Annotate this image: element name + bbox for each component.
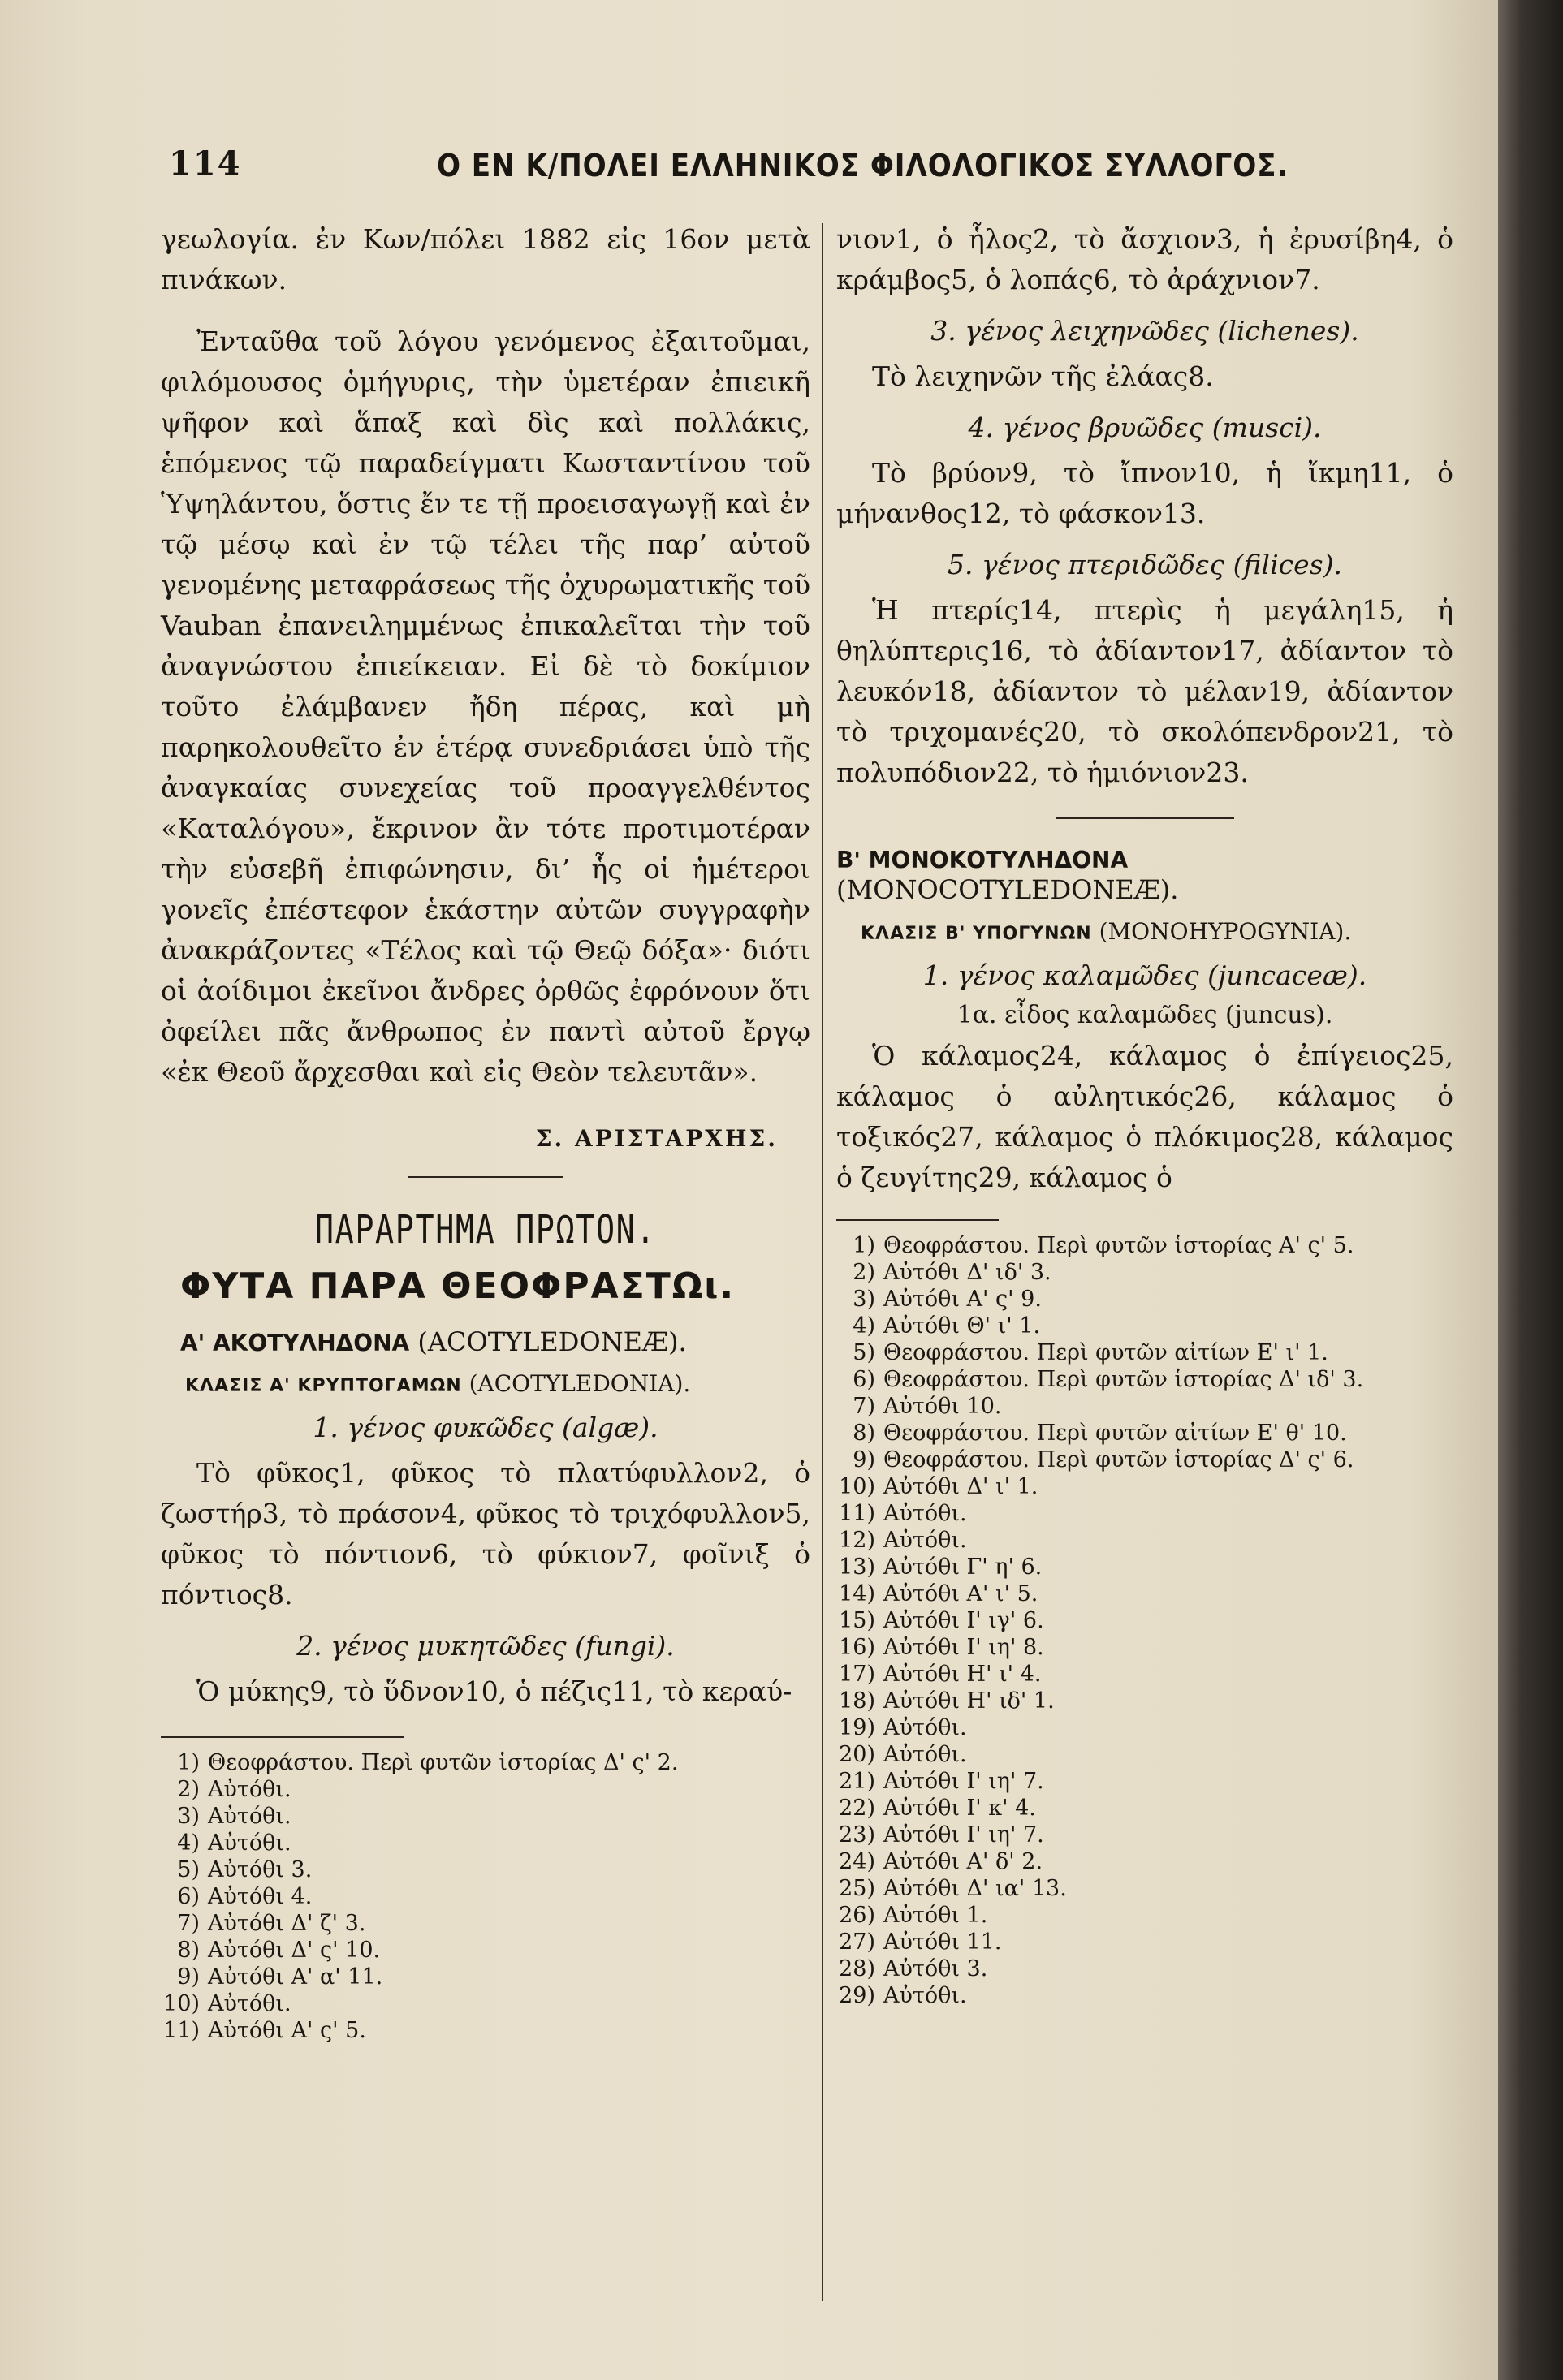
footnote-text: Αὐτόθι Δ' ιδ' 3.: [883, 1260, 1051, 1285]
footnote-text: Αὐτόθι.: [883, 1528, 967, 1553]
footnote-text: Αὐτόθι 11.: [883, 1929, 1002, 1955]
genus-text-juncaceae: Ὁ κάλαμος24, κάλαμος ὁ ἐπίγειος25, κάλαμος ὁ αὐλητικός26, κάλαμος ὁ τοξικός27, κάλαμος ὁ πλόκιμος28, κάλαμος ὁ ζευγίτης29, κάλαμος ὁ: [836, 1040, 1453, 1193]
division-heading-a: [180, 1326, 810, 1357]
footnote: [836, 1634, 1453, 1661]
footnote: [836, 1929, 1453, 1955]
footnote-number: 8): [853, 1421, 875, 1446]
right-column: [836, 219, 1453, 2009]
footnote: [836, 1554, 1453, 1580]
footnote: [161, 1937, 810, 1964]
footnote-text: Αὐτόθι Α' δ' 2.: [883, 1849, 1043, 1874]
class-heading-b-bold: ΚΛΑΣΙΣ Β' ΥΠΟΓΥΝΩΝ: [861, 924, 1092, 944]
footnote: [836, 1795, 1453, 1822]
footnote: [836, 1259, 1453, 1286]
footnote-text: Αὐτόθι.: [883, 1983, 967, 2008]
division-heading-b-bold: Β' ΜΟΝΟΚΟΤΥΛΗΔΟΝΑ: [836, 847, 1129, 873]
footnote-text: Αὐτόθι.: [883, 1742, 967, 1767]
footnote: [161, 1749, 810, 1776]
footnote-text: Αὐτόθι Ι' ιγ' 6.: [883, 1608, 1044, 1633]
footnote: [836, 1366, 1453, 1393]
footnote-number: 14): [839, 1581, 875, 1606]
footnote-number: 24): [839, 1849, 875, 1874]
footnote-text: Αὐτόθι.: [883, 1501, 967, 1526]
species-heading-juncus: 1α. εἶδος καλαμῶδες (juncus).: [956, 1001, 1333, 1029]
footnote-text: Αὐτόθι Η' ιδ' 1.: [883, 1688, 1055, 1714]
footnote-number: 9): [853, 1447, 875, 1472]
footnote-number: 13): [839, 1554, 875, 1580]
footnote-text: Θεοφράστου. Περὶ φυτῶν αἰτίων Ε' ι' 1.: [883, 1340, 1328, 1365]
footnote-text: Αὐτόθι Ι' ιη' 7.: [883, 1769, 1044, 1794]
footnote-number: 12): [839, 1528, 875, 1553]
footnote: [161, 1990, 810, 2017]
footnote: [836, 1286, 1453, 1313]
left-footnotes: [161, 1749, 810, 2044]
paragraph-geology: γεωλογία. ἐν Κων/πόλει 1882 εἰς 16ον μετὰ πινάκων.: [161, 223, 810, 295]
footnote: [836, 1822, 1453, 1848]
footnote: [836, 1982, 1453, 2009]
footnote-number: 3): [177, 1804, 200, 1829]
book-spine: [1498, 0, 1563, 2380]
footnote-number: 3): [853, 1287, 875, 1312]
footnote-text: Αὐτόθι Α' ς' 9.: [883, 1287, 1042, 1312]
footnote-text: Αὐτόθι 4.: [208, 1884, 313, 1909]
footnote-rule: [161, 1736, 404, 1738]
footnote-text: Θεοφράστου. Περὶ φυτῶν ἱστορίας Δ' ς' 2.: [208, 1750, 679, 1775]
footnote-number: 15): [839, 1608, 875, 1633]
footnote-text: Αὐτόθι 3.: [883, 1956, 988, 1981]
genus-text-filices: Ἡ πτερίς14, πτερὶς ἡ μεγάλη15, ἡ θηλύπτερις16, τὸ ἀδίαντον17, ἀδίαντον τὸ λευκόν18, ἀδίαντον τὸ μέλαν19, ἀδίαντον τὸ τριχομανές20, τὸ σκολόπενδρον21, τὸ πολυπόδιον22, τὸ ἡμιόνιον23.: [836, 594, 1453, 788]
footnote: [836, 1607, 1453, 1634]
footnote: [161, 2017, 810, 2044]
footnote: [836, 1339, 1453, 1366]
footnote-number: 4): [853, 1313, 875, 1339]
genus-heading-lichenes: 3. γένος λειχηνῶδες (lichenes).: [930, 315, 1359, 347]
footnote: [836, 1848, 1453, 1875]
footnote: [836, 1688, 1453, 1714]
column-divider: [822, 223, 823, 2301]
genus-text-fungi: Ὁ μύκης9, τὸ ὕδνον10, ὁ πέζις11, τὸ κεραύ-: [196, 1675, 792, 1707]
footnote-text: Αὐτόθι Δ' ια' 13.: [883, 1876, 1067, 1901]
footnote-text: Αὐτόθι Ι' ιη' 7.: [883, 1822, 1044, 1848]
genus-heading-filices: 5. γένος πτεριδῶδες (filices).: [948, 549, 1342, 580]
footnote: [161, 1883, 810, 1910]
footnote-text: Θεοφράστου. Περὶ φυτῶν ἱστορίας Δ' ς' 6.: [883, 1447, 1354, 1472]
footnote: [836, 1473, 1453, 1500]
footnote: [836, 1447, 1453, 1473]
footnote: [836, 1714, 1453, 1741]
footnote-number: 10): [839, 1474, 875, 1499]
footnote-text: Αὐτόθι Α' α' 11.: [208, 1964, 383, 1990]
footnote-number: 5): [853, 1340, 875, 1365]
genus-text-musci: Τὸ βρύον9, τὸ ἴπνον10, ἡ ἴκμη11, ὁ μήνανθος12, τὸ φάσκον13.: [836, 457, 1453, 529]
footnote-number: 10): [163, 1991, 200, 2016]
footnote: [161, 1910, 810, 1937]
footnote-number: 16): [839, 1635, 875, 1660]
footnote-number: 29): [839, 1983, 875, 2008]
genus-heading-fungi: 2. γένος μυκητῶδες (fungi).: [296, 1630, 675, 1662]
footnote: [836, 1902, 1453, 1929]
footnote-number: 6): [853, 1367, 875, 1392]
right-footnotes: [836, 1232, 1453, 2009]
genus-heading-musci: 4. γένος βρυῶδες (musci).: [968, 412, 1322, 443]
footnote: [836, 1500, 1453, 1527]
footnote: [836, 1420, 1453, 1447]
footnote-number: 4): [177, 1830, 200, 1856]
footnote-text: Αὐτόθι 3.: [208, 1857, 313, 1882]
footnote-number: 7): [177, 1911, 200, 1936]
footnote: [836, 1232, 1453, 1259]
continued-text: νιον1, ὁ ἧλος2, τὸ ἄσχιον3, ἡ ἐρυσίβη4, ὁ κράμβος5, ὁ λοπάς6, τὸ ἀράχνιον7.: [836, 223, 1453, 295]
footnote-number: 17): [839, 1662, 875, 1687]
footnote-text: Αὐτόθι.: [208, 1777, 291, 1802]
footnote: [836, 1741, 1453, 1768]
footnote-number: 19): [839, 1715, 875, 1740]
footnote-text: Αὐτόθι Δ' ς' 10.: [208, 1938, 381, 1963]
appendix-subtitle: ΦΥΤΑ ΠΑΡΑ ΘΕΟΦΡΑΣΤΩι.: [180, 1265, 736, 1307]
class-heading-b: [861, 918, 1453, 945]
page-header: [169, 144, 1322, 193]
division-heading-a-bold: Α' ΑΚΟΤΥΛΗΔΟΝΑ: [180, 1330, 410, 1356]
footnote-number: 6): [177, 1884, 200, 1909]
footnote-rule-right: [836, 1219, 999, 1221]
footnote-text: Θεοφράστου. Περὶ φυτῶν ἱστορίας Δ' ιδ' 3.: [883, 1367, 1364, 1392]
class-heading-a: [185, 1370, 810, 1397]
footnote: [836, 1393, 1453, 1420]
footnote: [836, 1768, 1453, 1795]
footnote-text: Αὐτόθι.: [883, 1715, 967, 1740]
footnote-number: 11): [839, 1501, 875, 1526]
class-heading-a-latin: (ACOTYLEDONIA).: [461, 1370, 691, 1397]
footnote-number: 21): [839, 1769, 875, 1794]
division-heading-b: [836, 843, 1453, 905]
footnote-text: Αὐτόθι.: [208, 1804, 291, 1829]
footnote-number: 25): [839, 1876, 875, 1901]
footnote: [161, 1830, 810, 1856]
page-number: 114: [169, 144, 242, 183]
footnote: [161, 1803, 810, 1830]
footnote: [836, 1580, 1453, 1607]
footnote-text: Αὐτόθι Ι' κ' 4.: [883, 1796, 1036, 1821]
section-rule: [408, 1176, 563, 1178]
division-heading-a-latin: (ACOTYLEDONEÆ).: [409, 1326, 687, 1357]
footnote-text: Αὐτόθι Ι' ιη' 8.: [883, 1635, 1044, 1660]
footnote-number: 11): [163, 2018, 200, 2043]
running-title: Ο ΕΝ Κ/ΠΟΛΕΙ ΕΛΛΗΝΙΚΟΣ ΦΙΛΟΛΟΓΙΚΟΣ ΣΥΛΛΟΓΟΣ.: [437, 148, 1289, 183]
footnote-number: 2): [853, 1260, 875, 1285]
genus-text-lichenes: Τὸ λειχηνῶν τῆς ἐλάας8.: [872, 360, 1214, 392]
division-heading-b-latin: (MONOCOTYLEDONEÆ).: [836, 874, 1179, 905]
footnote: [161, 1964, 810, 1990]
footnote: [836, 1313, 1453, 1339]
footnote: [836, 1955, 1453, 1982]
footnote: [836, 1875, 1453, 1902]
footnote-number: 1): [177, 1750, 200, 1775]
appendix-title: ΠΑΡΑΡΤΗΜΑ ΠΡΩΤΟΝ.: [314, 1207, 657, 1253]
footnote-text: Αὐτόθι Δ' ζ' 3.: [208, 1911, 366, 1936]
footnote-number: 22): [839, 1796, 875, 1821]
class-heading-a-bold: ΚΛΑΣΙΣ Α' ΚΡΥΠΤΟΓΑΜΩΝ: [185, 1376, 462, 1396]
footnote-number: 7): [853, 1394, 875, 1419]
footnote-number: 9): [177, 1964, 200, 1990]
footnote-number: 1): [853, 1233, 875, 1258]
footnote-text: Αὐτόθι 10.: [883, 1394, 1002, 1419]
left-column: [161, 219, 810, 2044]
paragraph-closing: Ἐνταῦθα τοῦ λόγου γενόμενος ἐξαιτοῦμαι, φιλόμουσος ὁμήγυρις, τὴν ὑμετέραν ἐπιεικῆ ψῆφον καὶ ἅπαξ καὶ δὶς καὶ πολλάκις, ἑπόμενος τῷ παραδείγματι Κωσταντίνου τοῦ Ὑψηλάντου, ὅστις ἔν τε τῇ προεισαγωγῇ καὶ ἐν τῷ μέσῳ καὶ ἐν τῷ τέλει τῆς παρ’ αὐτοῦ γενομένης μεταφράσεως τῆς ὀχυρωματικῆς τοῦ Vauban ἐπανειλημμένως ἐπικαλεῖται τὴν τοῦ ἀναγνώστου ἐπιείκειαν. Εἰ δὲ τὸ δοκίμιον τοῦτο ἐλάμβανεν ἤδη πέρας, καὶ μὴ παρηκολουθεῖτο ἐν ἑτέρᾳ συνεδριάσει ὑπὸ τῆς ἀναγκαίας συνεχείας τοῦ προαγγελθέντος «Καταλόγου», ἔκρινον ἂν τότε προτιμοτέραν τὴν εὐσεβῆ ἐπιφώνησιν, δι’ ἧς οἱ ἡμέτεροι γονεῖς ἐπέστεφον ἑκάστην αὐτῶν συγγραφὴν ἀνακράζοντες «Τέλος καὶ τῷ Θεῷ δόξα»· διότι οἱ ἀοίδιμοι ἐκεῖνοι ἄνδρες ὀρθῶς ἐφρόνουν ὅτι ὀφείλει πᾶς ἄνθρωπος ἐν παντὶ αὐτοῦ ἔργῳ «ἐκ Θεοῦ ἄρχεσθαι καὶ εἰς Θεὸν τελευτᾶν».: [161, 326, 810, 1088]
section-rule-right: [1056, 817, 1234, 819]
footnote-text: Θεοφράστου. Περὶ φυτῶν αἰτίων Ε' θ' 10.: [883, 1421, 1347, 1446]
footnote-text: Αὐτόθι Α' ι' 5.: [883, 1581, 1038, 1606]
footnote-text: Αὐτόθι Θ' ι' 1.: [883, 1313, 1041, 1339]
footnote-number: 27): [839, 1929, 875, 1955]
footnote: [161, 1776, 810, 1803]
footnote-number: 2): [177, 1777, 200, 1802]
footnote-text: Αὐτόθι 1.: [883, 1903, 988, 1928]
footnote-text: Θεοφράστου. Περὶ φυτῶν ἱστορίας Α' ς' 5.: [883, 1233, 1354, 1258]
footnote-number: 26): [839, 1903, 875, 1928]
footnote-text: Αὐτόθι.: [208, 1991, 291, 2016]
genus-text-algae: Τὸ φῦκος1, φῦκος τὸ πλατύφυλλον2, ὁ ζωστήρ3, τὸ πράσον4, φῦκος τὸ τριχόφυλλον5, φῦκος τὸ πόντιον6, τὸ φύκιον7, φοῖνιξ ὁ πόντιος8.: [161, 1457, 810, 1610]
footnote-number: 18): [839, 1688, 875, 1714]
footnote-text: Αὐτόθι Γ' η' 6.: [883, 1554, 1043, 1580]
footnote-number: 23): [839, 1822, 875, 1848]
author-signature: Σ. ΑΡΙΣΤΑΡΧΗΣ.: [535, 1125, 778, 1152]
class-heading-b-latin: (MONOHYPOGYNIA).: [1091, 918, 1352, 945]
footnote: [836, 1527, 1453, 1554]
footnote-text: Αὐτόθι Δ' ι' 1.: [883, 1474, 1038, 1499]
footnote-text: Αὐτόθι.: [208, 1830, 291, 1856]
footnote-number: 5): [177, 1857, 200, 1882]
genus-heading-algae: 1. γένος φυκῶδες (algæ).: [313, 1412, 658, 1443]
footnote-number: 28): [839, 1956, 875, 1981]
footnote-text: Αὐτόθι Η' ι' 4.: [883, 1662, 1042, 1687]
footnote: [836, 1661, 1453, 1688]
footnote-number: 20): [839, 1742, 875, 1767]
footnote-text: Αὐτόθι Α' ς' 5.: [208, 2018, 366, 2043]
footnote: [161, 1856, 810, 1883]
genus-heading-juncaceae: 1. γένος καλαμῶδες (juncaceæ).: [922, 959, 1367, 991]
footnote-number: 8): [177, 1938, 200, 1963]
